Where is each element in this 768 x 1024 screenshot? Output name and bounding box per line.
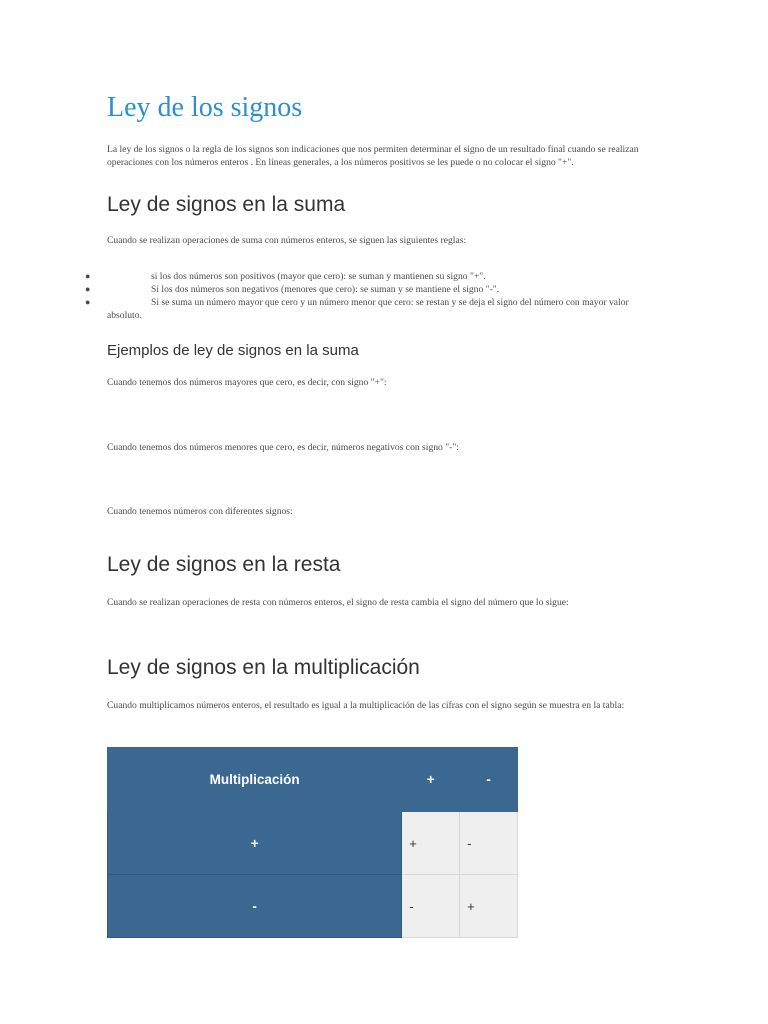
example-negative: Cuando tenemos dos números menores que cero, es decir, números negativos con signo "-": <box>107 442 459 453</box>
heading-multiplicacion: Ley de signos en la multiplicación <box>107 656 420 679</box>
row-label-cell: + <box>108 812 402 875</box>
rule-text: Si se suma un número mayor que cero y un número menor que cero: se restan y se deja el signo del número con mayor valor absoluto. <box>107 297 629 321</box>
list-item <box>85 296 665 322</box>
list-item <box>85 270 665 283</box>
table-cell: - <box>402 875 460 938</box>
table-cell: + <box>460 875 518 938</box>
multiplicacion-text: Cuando multiplicamos números enteros, el resultado es igual a la multiplicación de las cifras con el signo según se muestra en la tabla: <box>107 700 625 711</box>
rule-text: Si los dos números son negativos (menores que cero): se suman y se mantiene el signo "-". <box>151 284 500 295</box>
table-row <box>108 875 518 938</box>
document-title: Ley de los signos <box>107 92 303 123</box>
table-header-cell: - <box>460 748 518 812</box>
table-cell: - <box>460 812 518 875</box>
example-positive: Cuando tenemos dos números mayores que cero, es decir, con signo "+": <box>107 377 387 388</box>
table-header-cell: + <box>402 748 460 812</box>
bullet-icon: ● <box>85 297 91 307</box>
list-item <box>85 283 665 296</box>
multiplication-sign-table <box>107 747 518 938</box>
bullet-icon: ● <box>85 284 91 294</box>
bullet-icon: ● <box>85 271 91 281</box>
row-label-cell: - <box>108 875 402 938</box>
heading-ejemplos-suma: Ejemplos de ley de signos en la suma <box>107 342 359 359</box>
heading-resta: Ley de signos en la resta <box>107 553 341 576</box>
rule-text: si los dos números son positivos (mayor que cero): se suman y mantienen su signo "+". <box>151 271 486 282</box>
example-mixed: Cuando tenemos números con diferentes signos: <box>107 506 293 517</box>
table-header-row <box>108 748 518 812</box>
suma-intro: Cuando se realizan operaciones de suma con números enteros, se siguen las siguientes reglas: <box>107 235 467 246</box>
table-row <box>108 812 518 875</box>
suma-rules-list <box>85 270 665 322</box>
heading-suma: Ley de signos en la suma <box>107 193 346 216</box>
table-header-cell: Multiplicación <box>108 748 402 812</box>
resta-text: Cuando se realizan operaciones de resta con números enteros, el signo de resta cambia el signo del número que lo sigue: <box>107 597 569 608</box>
intro-paragraph: La ley de los signos o la regla de los signos son indicaciones que nos permiten determinar el signo de un resultado final cuando se realizan operaciones con los números enteros . En líneas generales, a los números positivos se les puede o no colocar el signo "+". <box>107 144 639 168</box>
table-cell: + <box>402 812 460 875</box>
